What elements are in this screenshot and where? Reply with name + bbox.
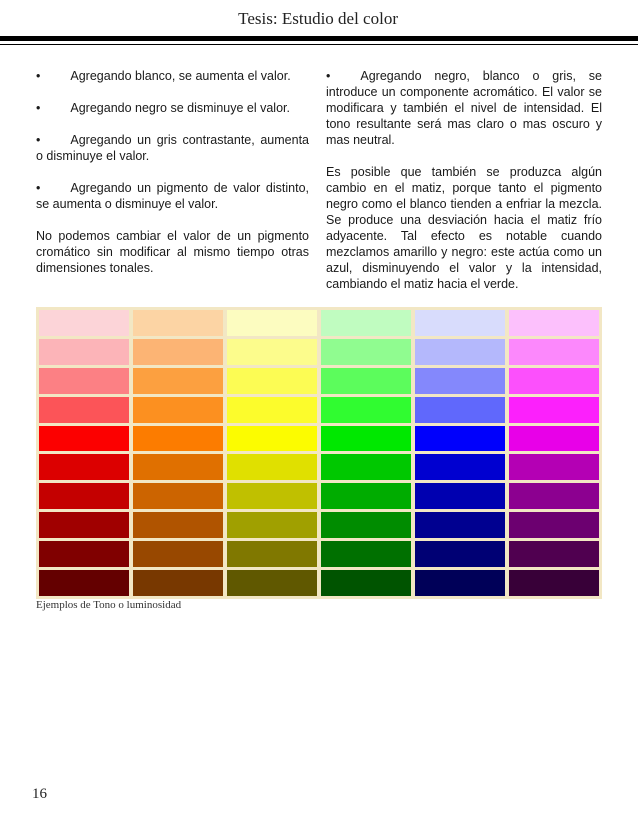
color-swatch <box>39 310 129 336</box>
color-swatch <box>509 512 599 538</box>
bullet-item <box>36 132 309 164</box>
bullet-symbol: • <box>36 133 41 147</box>
color-swatch <box>415 339 505 365</box>
color-swatch <box>227 454 317 480</box>
color-swatch <box>321 368 411 394</box>
color-swatch <box>227 310 317 336</box>
color-swatch <box>39 512 129 538</box>
color-swatch <box>415 368 505 394</box>
bullet-item <box>36 68 309 84</box>
color-swatch <box>39 541 129 567</box>
color-swatch <box>227 541 317 567</box>
color-swatch <box>39 397 129 423</box>
color-swatch <box>133 454 223 480</box>
color-swatch <box>133 368 223 394</box>
color-swatch <box>227 426 317 452</box>
color-swatch <box>39 483 129 509</box>
bullet-symbol: • <box>36 69 41 83</box>
color-swatch <box>321 426 411 452</box>
right-column <box>326 68 602 308</box>
color-swatch <box>415 483 505 509</box>
color-swatch <box>321 397 411 423</box>
color-swatch <box>509 454 599 480</box>
bullet-symbol: • <box>36 181 41 195</box>
body-paragraph: Es posible que también se produzca algún cambio en el matiz, porque tanto el pigmento negro como el blanco tienden a enfriar la mezcla. Se produce una desviación hacia el matiz frío adyacente. Tal efecto es notable cuando mezclamos amarillo y negro: este actúa como un azul, disminuyendo el valor y la intensidad, cambiando el matiz hacia el verde. <box>326 165 602 291</box>
color-swatch <box>321 483 411 509</box>
color-swatch <box>509 426 599 452</box>
color-swatch <box>509 397 599 423</box>
color-swatch <box>39 570 129 596</box>
color-swatch <box>39 454 129 480</box>
color-swatch <box>415 454 505 480</box>
color-swatch <box>133 397 223 423</box>
color-swatch <box>227 368 317 394</box>
bullet-text: Agregando blanco, se aumenta el valor. <box>70 69 291 83</box>
color-swatch <box>415 426 505 452</box>
color-swatch <box>415 541 505 567</box>
color-swatch <box>509 541 599 567</box>
bullet-text: Agregando negro se disminuye el valor. <box>70 101 290 115</box>
color-swatch <box>321 310 411 336</box>
color-swatch <box>321 339 411 365</box>
color-swatch <box>133 541 223 567</box>
color-swatch <box>227 397 317 423</box>
color-swatch <box>133 310 223 336</box>
bullet-item <box>36 100 309 116</box>
color-swatch <box>227 512 317 538</box>
color-swatch <box>133 483 223 509</box>
bullet-symbol: • <box>36 101 41 115</box>
bullet-text: Agregando negro, blanco o gris, se introduce un componente acromático. El valor se modificara y también el nivel de intensidad. El tono resultante será mas claro o mas oscuro y mas neutral. <box>326 69 602 147</box>
bullet-symbol: • <box>326 69 331 83</box>
bullet-text: Agregando un gris contrastante, aumenta o disminuye el valor. <box>36 133 309 163</box>
color-swatch <box>133 570 223 596</box>
color-swatch <box>321 541 411 567</box>
figure-caption: Ejemplos de Tono o luminosidad <box>36 599 182 611</box>
color-swatch-figure <box>36 307 602 599</box>
color-swatch <box>39 339 129 365</box>
color-swatch <box>415 310 505 336</box>
color-swatch <box>509 339 599 365</box>
color-swatch <box>133 339 223 365</box>
color-swatch <box>39 368 129 394</box>
color-swatch <box>415 512 505 538</box>
header-rule-thin <box>0 44 638 45</box>
color-swatch <box>227 570 317 596</box>
color-swatch <box>227 483 317 509</box>
color-swatch <box>509 483 599 509</box>
page-number: 16 <box>32 786 47 802</box>
color-swatch <box>509 570 599 596</box>
color-swatch <box>415 397 505 423</box>
left-column <box>36 68 309 292</box>
color-swatch <box>227 339 317 365</box>
page-header-title: Tesis: Estudio del color <box>238 9 398 28</box>
color-swatch <box>321 570 411 596</box>
color-swatch <box>509 368 599 394</box>
color-swatch <box>415 570 505 596</box>
color-swatch <box>509 310 599 336</box>
color-swatch <box>133 426 223 452</box>
bullet-text: Agregando un pigmento de valor distinto, se aumenta o disminuye el valor. <box>36 181 309 211</box>
header-rule <box>0 36 638 41</box>
body-paragraph: No podemos cambiar el valor de un pigmento cromático sin modificar al mismo tiempo otras dimensiones tonales. <box>36 229 309 275</box>
color-swatch <box>321 454 411 480</box>
bullet-item <box>36 180 309 212</box>
color-swatch <box>321 512 411 538</box>
swatch-grid <box>39 310 599 596</box>
color-swatch <box>39 426 129 452</box>
color-swatch <box>133 512 223 538</box>
bullet-item <box>326 68 602 148</box>
